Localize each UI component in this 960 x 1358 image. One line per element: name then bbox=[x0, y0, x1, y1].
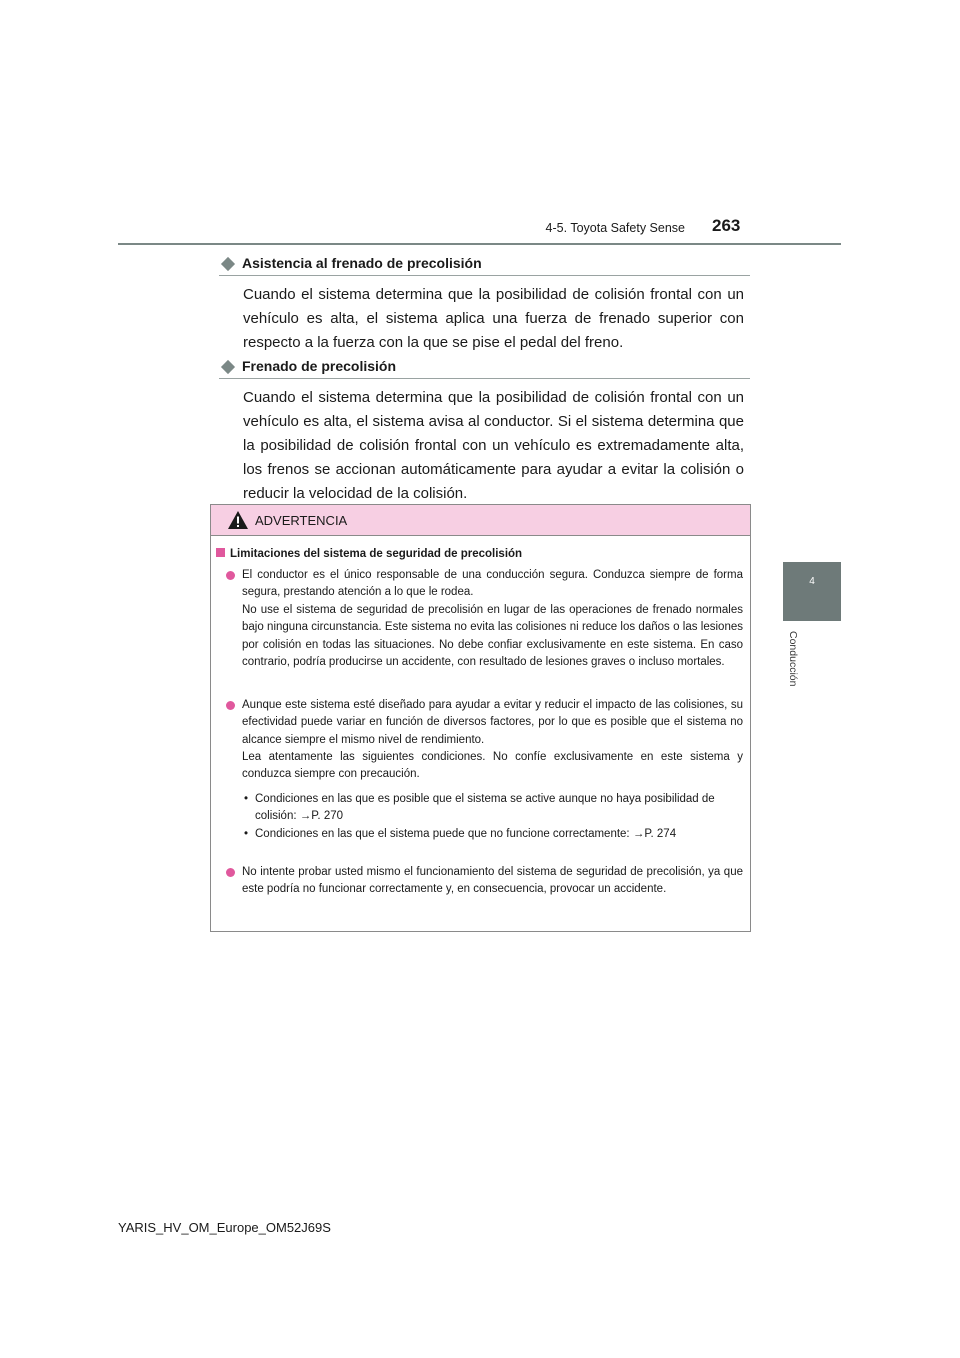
diamond-icon bbox=[221, 360, 235, 374]
warning-heading-text: Limitaciones del sistema de seguridad de precolisión bbox=[230, 548, 523, 560]
warning-header bbox=[211, 505, 750, 536]
bullet-dot-icon: • bbox=[244, 793, 249, 805]
section-body-1: Cuando el sistema determina que la posibilidad de colisión frontal con un vehículo es alta, el sistema aplica una fuerza de frenado superior con respecto a la fuerza con la que se pise el pedal del freno. bbox=[243, 286, 744, 351]
chapter-label-text: Conducción bbox=[787, 631, 799, 687]
section-title: 4-5. Toyota Safety Sense bbox=[545, 221, 685, 235]
section-heading-text: Asistencia al frenado de precolisión bbox=[242, 255, 482, 271]
bullet-dot-icon: • bbox=[244, 828, 249, 840]
warning-subbullet-text: Condiciones en las que el sistema puede que no funcione correctamente: →P. 274 bbox=[255, 828, 677, 840]
warning-title: ADVERTENCIA bbox=[255, 513, 348, 528]
warning-item-2-text: Aunque este sistema esté diseñado para ayudar a evitar y reducir el impacto de las colisiones, su efectividad puede variar en función de diversos factores, por lo que es posible que el sistema no alcance siempre el mismo nivel de rendimiento. bbox=[242, 699, 743, 746]
warning-item-1-text: No use el sistema de seguridad de precolisión en lugar de las operaciones de frenado normales bajo ninguna circunstancia. Este sistema no evita las colisiones ni reduce los daños o las lesiones por colisión en todas las situaciones. No debe confiar exclusivamente en este sistema. En caso contrario, podría producirse un accidente, con resultado de lesiones graves o incluso mortales. bbox=[242, 604, 743, 668]
warning-item-2-text: Lea atentamente las siguientes condiciones. No confíe exclusivamente en este sistema y conduzca siempre con precaución. bbox=[242, 751, 743, 781]
chapter-number: 4 bbox=[809, 576, 815, 587]
warning-subbullet-2 bbox=[244, 826, 743, 843]
document-code-footer: YARIS_HV_OM_Europe_OM52J69S bbox=[118, 1220, 331, 1235]
diamond-icon bbox=[221, 257, 235, 271]
section-heading-2 bbox=[219, 357, 750, 379]
page-number: 263 bbox=[712, 216, 741, 235]
chapter-tab bbox=[783, 562, 841, 621]
warning-heading bbox=[216, 548, 522, 560]
warning-box bbox=[210, 504, 751, 932]
circle-bullet-icon bbox=[226, 868, 235, 877]
warning-subbullet-1 bbox=[244, 791, 743, 826]
chapter-label bbox=[783, 631, 801, 701]
warning-item-1-text: El conductor es el único responsable de una conducción segura. Conduzca siempre de forma segura, prestando atención a lo que le rodea. bbox=[242, 569, 743, 599]
warning-item-3-text: No intente probar usted mismo el funcionamiento del sistema de seguridad de precolisión, ya que este podría no funcionar correctamente y, en consecuencia, provocar un accidente. bbox=[242, 866, 743, 896]
circle-bullet-icon bbox=[226, 571, 235, 580]
warning-subbullet-text: Condiciones en las que es posible que el sistema se active aunque no haya posibilidad de colisión: →P. 270 bbox=[255, 793, 715, 823]
circle-bullet-icon bbox=[226, 701, 235, 710]
warning-triangle-icon bbox=[227, 510, 249, 530]
header-rule bbox=[118, 243, 841, 245]
section-body-2: Cuando el sistema determina que la posibilidad de colisión frontal con un vehículo es alta, el sistema avisa al conductor. Si el sistema determina que la posibilidad de colisión frontal con un vehículo es extremadamente alta, los frenos se accionan automáticamente para ayudar a evitar la colisión o reducir la velocidad de la colisión. bbox=[243, 389, 744, 502]
square-bullet-icon bbox=[216, 548, 225, 557]
section-heading-text: Frenado de precolisión bbox=[242, 358, 397, 374]
section-heading-1 bbox=[219, 254, 750, 276]
